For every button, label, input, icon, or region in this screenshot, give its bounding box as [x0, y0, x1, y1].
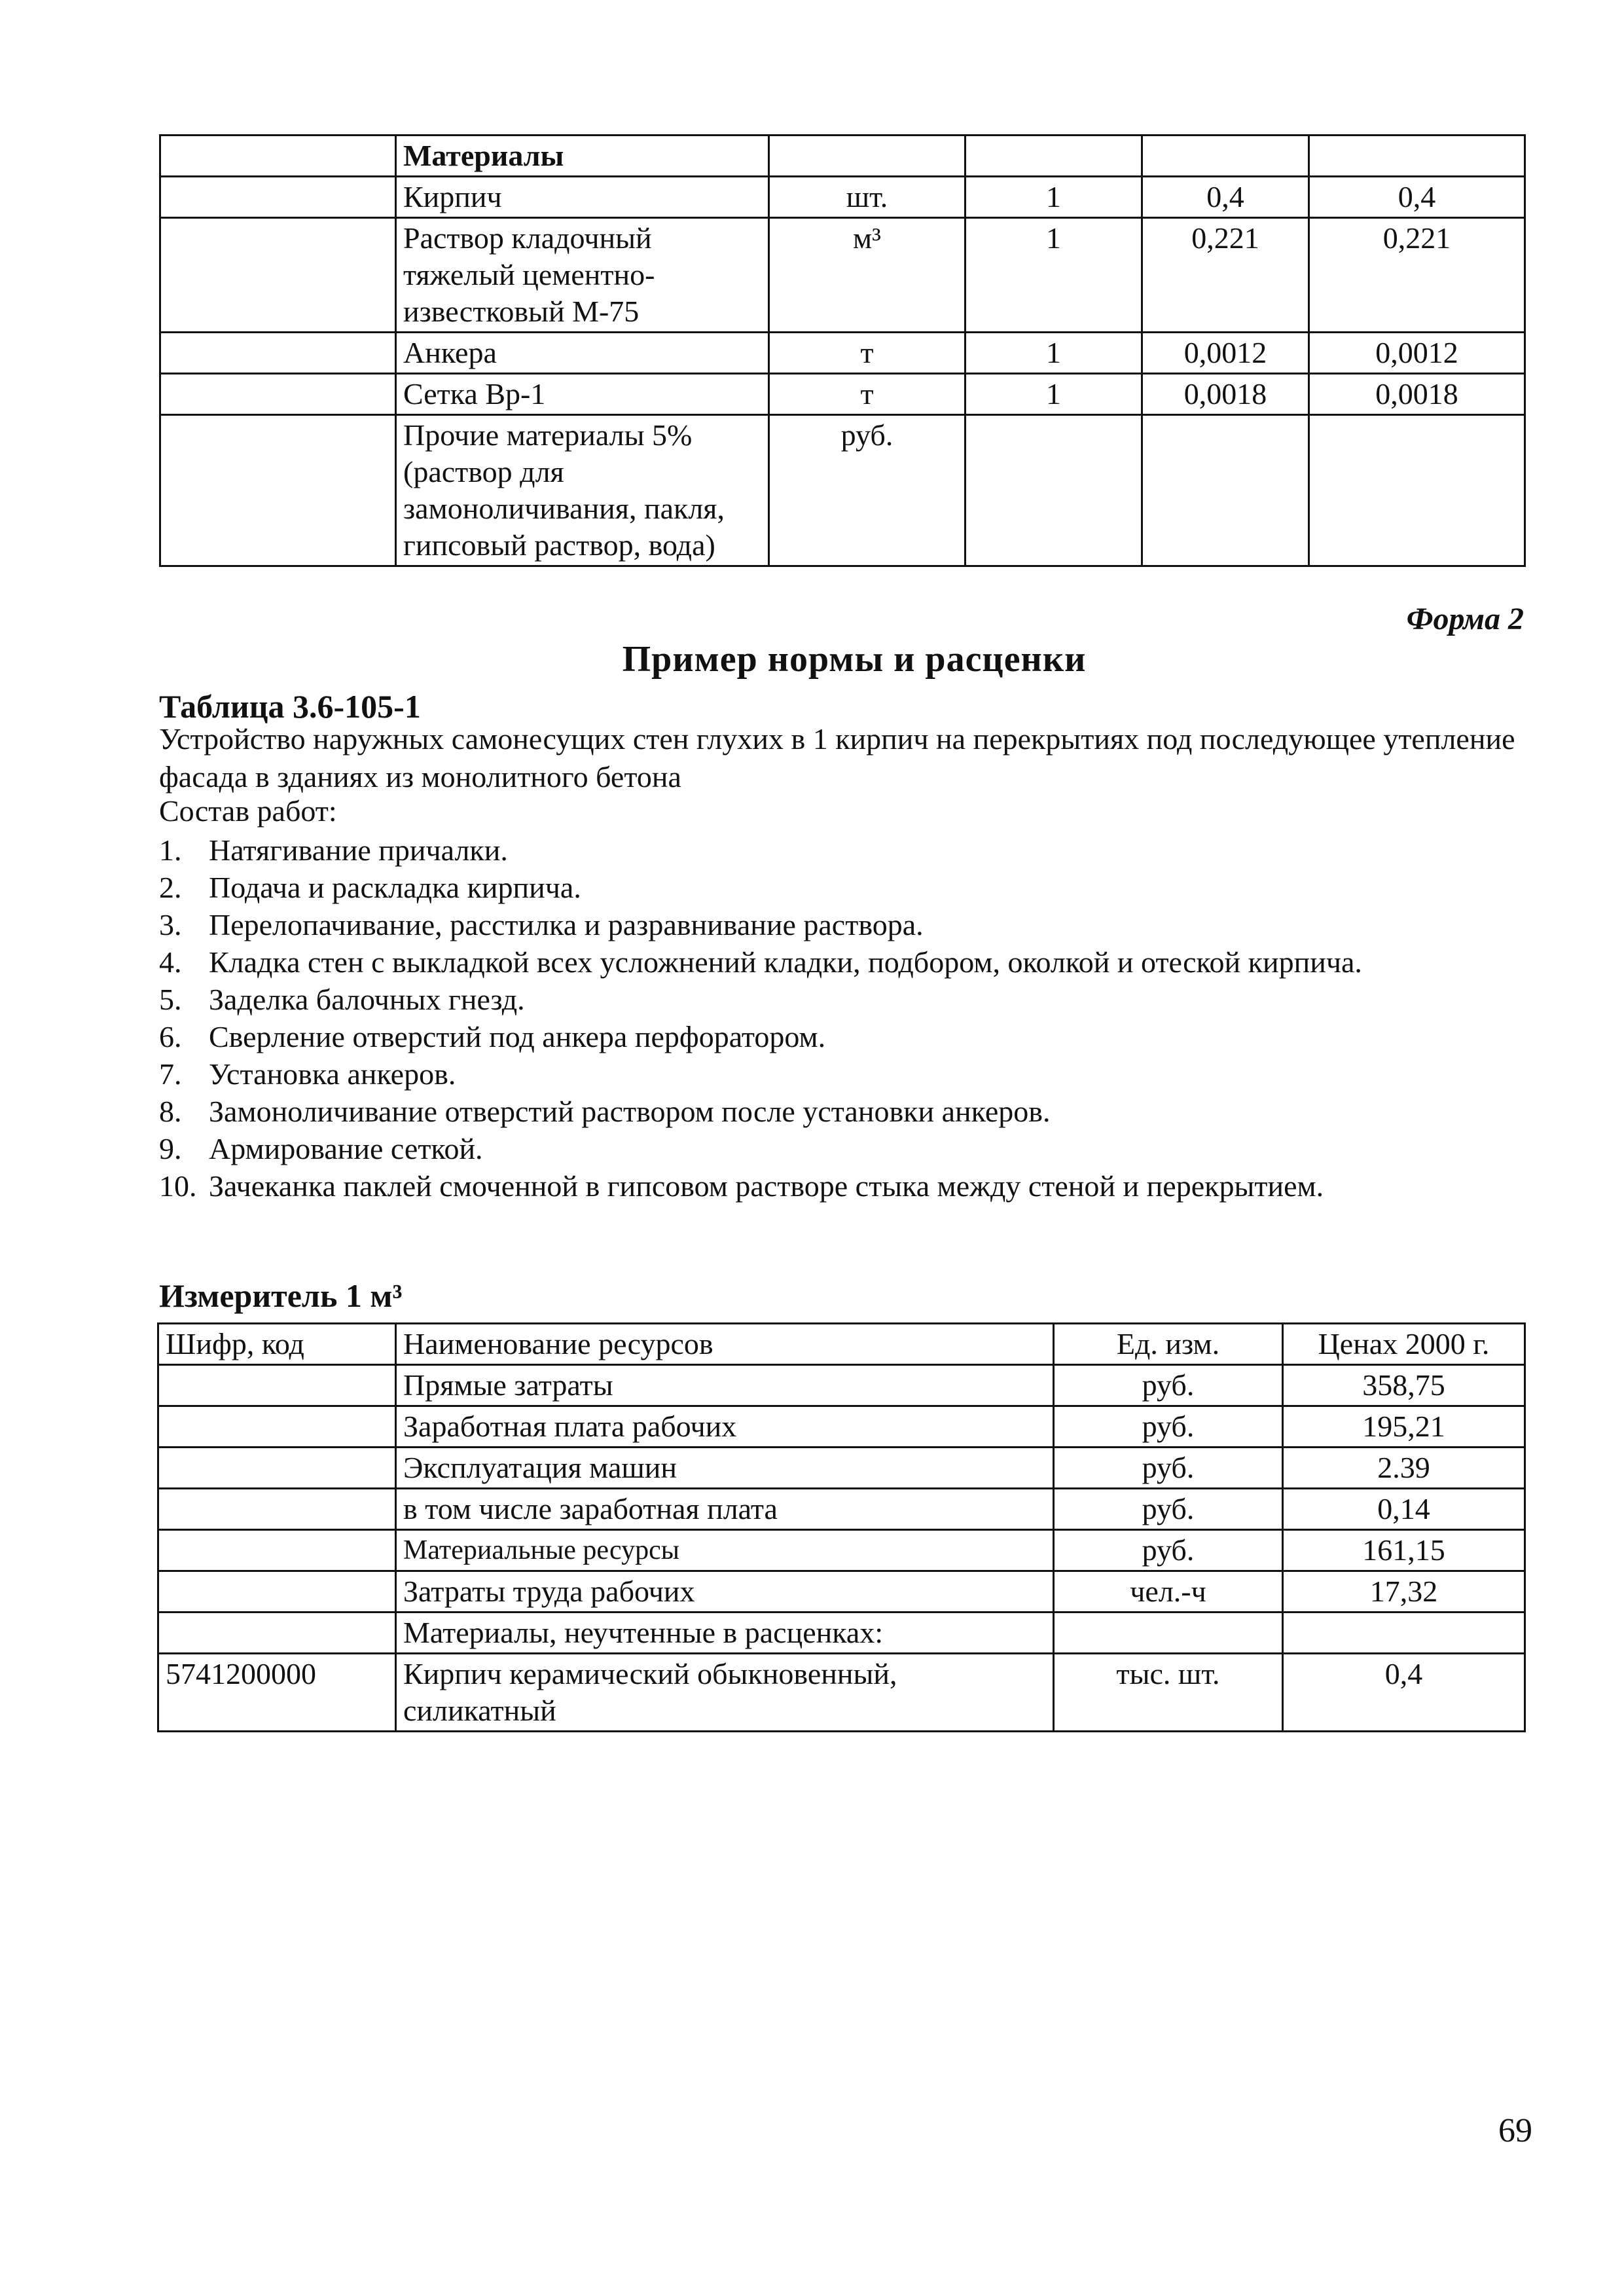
cell-norm: 0,0012 [1142, 333, 1309, 374]
cell-total [1309, 136, 1525, 177]
cell-price: 358,75 [1283, 1365, 1525, 1406]
table-row [158, 1365, 1525, 1406]
cell-qty: 1 [965, 333, 1142, 374]
table-row [160, 333, 1525, 374]
cell-name: Материалы [396, 136, 769, 177]
list-item-number: 2. [159, 871, 182, 904]
cell-qty: 1 [965, 374, 1142, 415]
header-unit: Ед. изм. [1054, 1324, 1283, 1365]
list-item-text: Заделка балочных гнезд. [209, 983, 525, 1016]
cell-code [160, 333, 396, 374]
list-item-text: Натягивание причалки. [209, 833, 508, 867]
list-item-text: Кладка стен с выкладкой всех усложнений кладки, подбором, околкой и отеской кирпича. [209, 945, 1362, 979]
list-item-number: 10. [159, 1169, 197, 1203]
cell-name: Прочие материалы 5% (раствор для замоноличивания, пакля, гипсовый раствор, вода) [396, 415, 769, 566]
cell-name: в том числе заработная плата [396, 1489, 1054, 1530]
cell-code [158, 1530, 396, 1571]
list-item-number: 5. [159, 983, 182, 1016]
cell-code [160, 136, 396, 177]
works-list [159, 831, 1524, 1205]
cell-code [158, 1613, 396, 1654]
cell-code [158, 1571, 396, 1613]
cell-unit: т [769, 374, 965, 415]
cell-unit: тыс. шт. [1054, 1654, 1283, 1732]
list-item [159, 943, 1524, 981]
table-row [160, 218, 1525, 333]
cell-unit: м³ [769, 218, 965, 333]
cell-price: 161,15 [1283, 1530, 1525, 1571]
cell-name: Раствор кладочный тяжелый цементно-известковый М-75 [396, 218, 769, 333]
list-item-text: Установка анкеров. [209, 1057, 456, 1091]
list-item-text: Армирование сеткой. [209, 1132, 483, 1165]
header-code: Шифр, код [158, 1324, 396, 1365]
table-row [160, 177, 1525, 218]
table-number: Таблица 3.6-105-1 [159, 688, 421, 725]
list-item-text: Подача и раскладка кирпича. [209, 871, 581, 904]
cell-name: Материалы, неучтенные в расценках: [396, 1613, 1054, 1654]
list-item-number: 8. [159, 1095, 182, 1128]
list-item [159, 1018, 1524, 1055]
table-row [158, 1571, 1525, 1613]
cell-norm: 0,221 [1142, 218, 1309, 333]
measure-unit: Измеритель 1 м³ [159, 1277, 403, 1314]
cell-total: 0,221 [1309, 218, 1525, 333]
price-table [157, 1322, 1526, 1732]
table-row [158, 1530, 1525, 1571]
cell-unit: руб. [769, 415, 965, 566]
cell-unit: руб. [1054, 1530, 1283, 1571]
cell-code [158, 1489, 396, 1530]
cell-price: 195,21 [1283, 1406, 1525, 1448]
table-row [160, 415, 1525, 566]
cell-qty [965, 415, 1142, 566]
cell-unit: руб. [1054, 1489, 1283, 1530]
list-item [159, 981, 1524, 1018]
table-row [158, 1406, 1525, 1448]
cell-norm: 0,0018 [1142, 374, 1309, 415]
cell-price [1283, 1613, 1525, 1654]
header-name: Наименование ресурсов [396, 1324, 1054, 1365]
cell-code [158, 1365, 396, 1406]
cell-name: Сетка Вр-1 [396, 374, 769, 415]
cell-code [160, 415, 396, 566]
list-item [159, 906, 1524, 943]
cell-norm [1142, 415, 1309, 566]
cell-qty: 1 [965, 218, 1142, 333]
cell-total: 0,4 [1309, 177, 1525, 218]
list-item-number: 9. [159, 1132, 182, 1165]
form-label: Форма 2 [1406, 602, 1524, 636]
header-price: Ценах 2000 г. [1283, 1324, 1525, 1365]
cell-unit: шт. [769, 177, 965, 218]
cell-name: Затраты труда рабочих [396, 1571, 1054, 1613]
cell-price: 2.39 [1283, 1448, 1525, 1489]
cell-name: Материальные ресурсы [396, 1530, 1054, 1571]
cell-unit: чел.-ч [1054, 1571, 1283, 1613]
work-description: Устройство наружных самонесущих стен глухих в 1 кирпич на перекрытиях под последующее утепление фасада в зданиях из монолитного бетона [159, 722, 1515, 793]
table-row [158, 1654, 1525, 1732]
list-item-text: Замоноличивание отверстий раствором после установки анкеров. [209, 1095, 1051, 1128]
list-item [159, 1055, 1524, 1093]
list-item [159, 1130, 1524, 1167]
cell-unit: руб. [1054, 1406, 1283, 1448]
cell-code [160, 177, 396, 218]
cell-code [160, 374, 396, 415]
cell-name: Эксплуатация машин [396, 1448, 1054, 1489]
cell-price: 0,4 [1283, 1654, 1525, 1732]
cell-unit [769, 136, 965, 177]
table-row [160, 136, 1525, 177]
list-item-number: 3. [159, 908, 182, 941]
list-item-number: 6. [159, 1020, 182, 1053]
list-item [159, 1093, 1524, 1130]
table-row [158, 1613, 1525, 1654]
table-row [160, 374, 1525, 415]
list-item [159, 1167, 1524, 1205]
materials-table [159, 134, 1526, 567]
cell-unit: руб. [1054, 1448, 1283, 1489]
list-item-text: Зачеканка паклей смоченной в гипсовом растворе стыка между стеной и перекрытием. [209, 1169, 1324, 1203]
cell-unit [1054, 1613, 1283, 1654]
cell-unit: т [769, 333, 965, 374]
list-item-number: 1. [159, 833, 182, 867]
list-item-text: Перелопачивание, расстилка и разравнивание раствора. [209, 908, 924, 941]
cell-code [160, 218, 396, 333]
list-item-number: 4. [159, 945, 182, 979]
page-title: Пример нормы и расценки [622, 639, 1087, 680]
works-heading: Состав работ: [159, 794, 337, 828]
cell-name: Заработная плата рабочих [396, 1406, 1054, 1448]
cell-name: Прямые затраты [396, 1365, 1054, 1406]
list-item-text: Сверление отверстий под анкера перфоратором. [209, 1020, 826, 1053]
cell-norm: 0,4 [1142, 177, 1309, 218]
list-item-number: 7. [159, 1057, 182, 1091]
cell-name: Анкера [396, 333, 769, 374]
cell-unit: руб. [1054, 1365, 1283, 1406]
cell-name: Кирпич [396, 177, 769, 218]
cell-name: Кирпич керамический обыкновенный, силикатный [396, 1654, 1054, 1732]
table-row [158, 1448, 1525, 1489]
list-item [159, 869, 1524, 906]
cell-total: 0,0018 [1309, 374, 1525, 415]
cell-price: 17,32 [1283, 1571, 1525, 1613]
list-item [159, 831, 1524, 869]
cell-code: 5741200000 [158, 1654, 396, 1732]
table-row [158, 1489, 1525, 1530]
cell-code [158, 1406, 396, 1448]
page-number: 69 [1498, 2112, 1532, 2149]
table-header-row [158, 1324, 1525, 1365]
cell-code [158, 1448, 396, 1489]
cell-total [1309, 415, 1525, 566]
cell-norm [1142, 136, 1309, 177]
cell-qty: 1 [965, 177, 1142, 218]
cell-qty [965, 136, 1142, 177]
cell-price: 0,14 [1283, 1489, 1525, 1530]
cell-total: 0,0012 [1309, 333, 1525, 374]
